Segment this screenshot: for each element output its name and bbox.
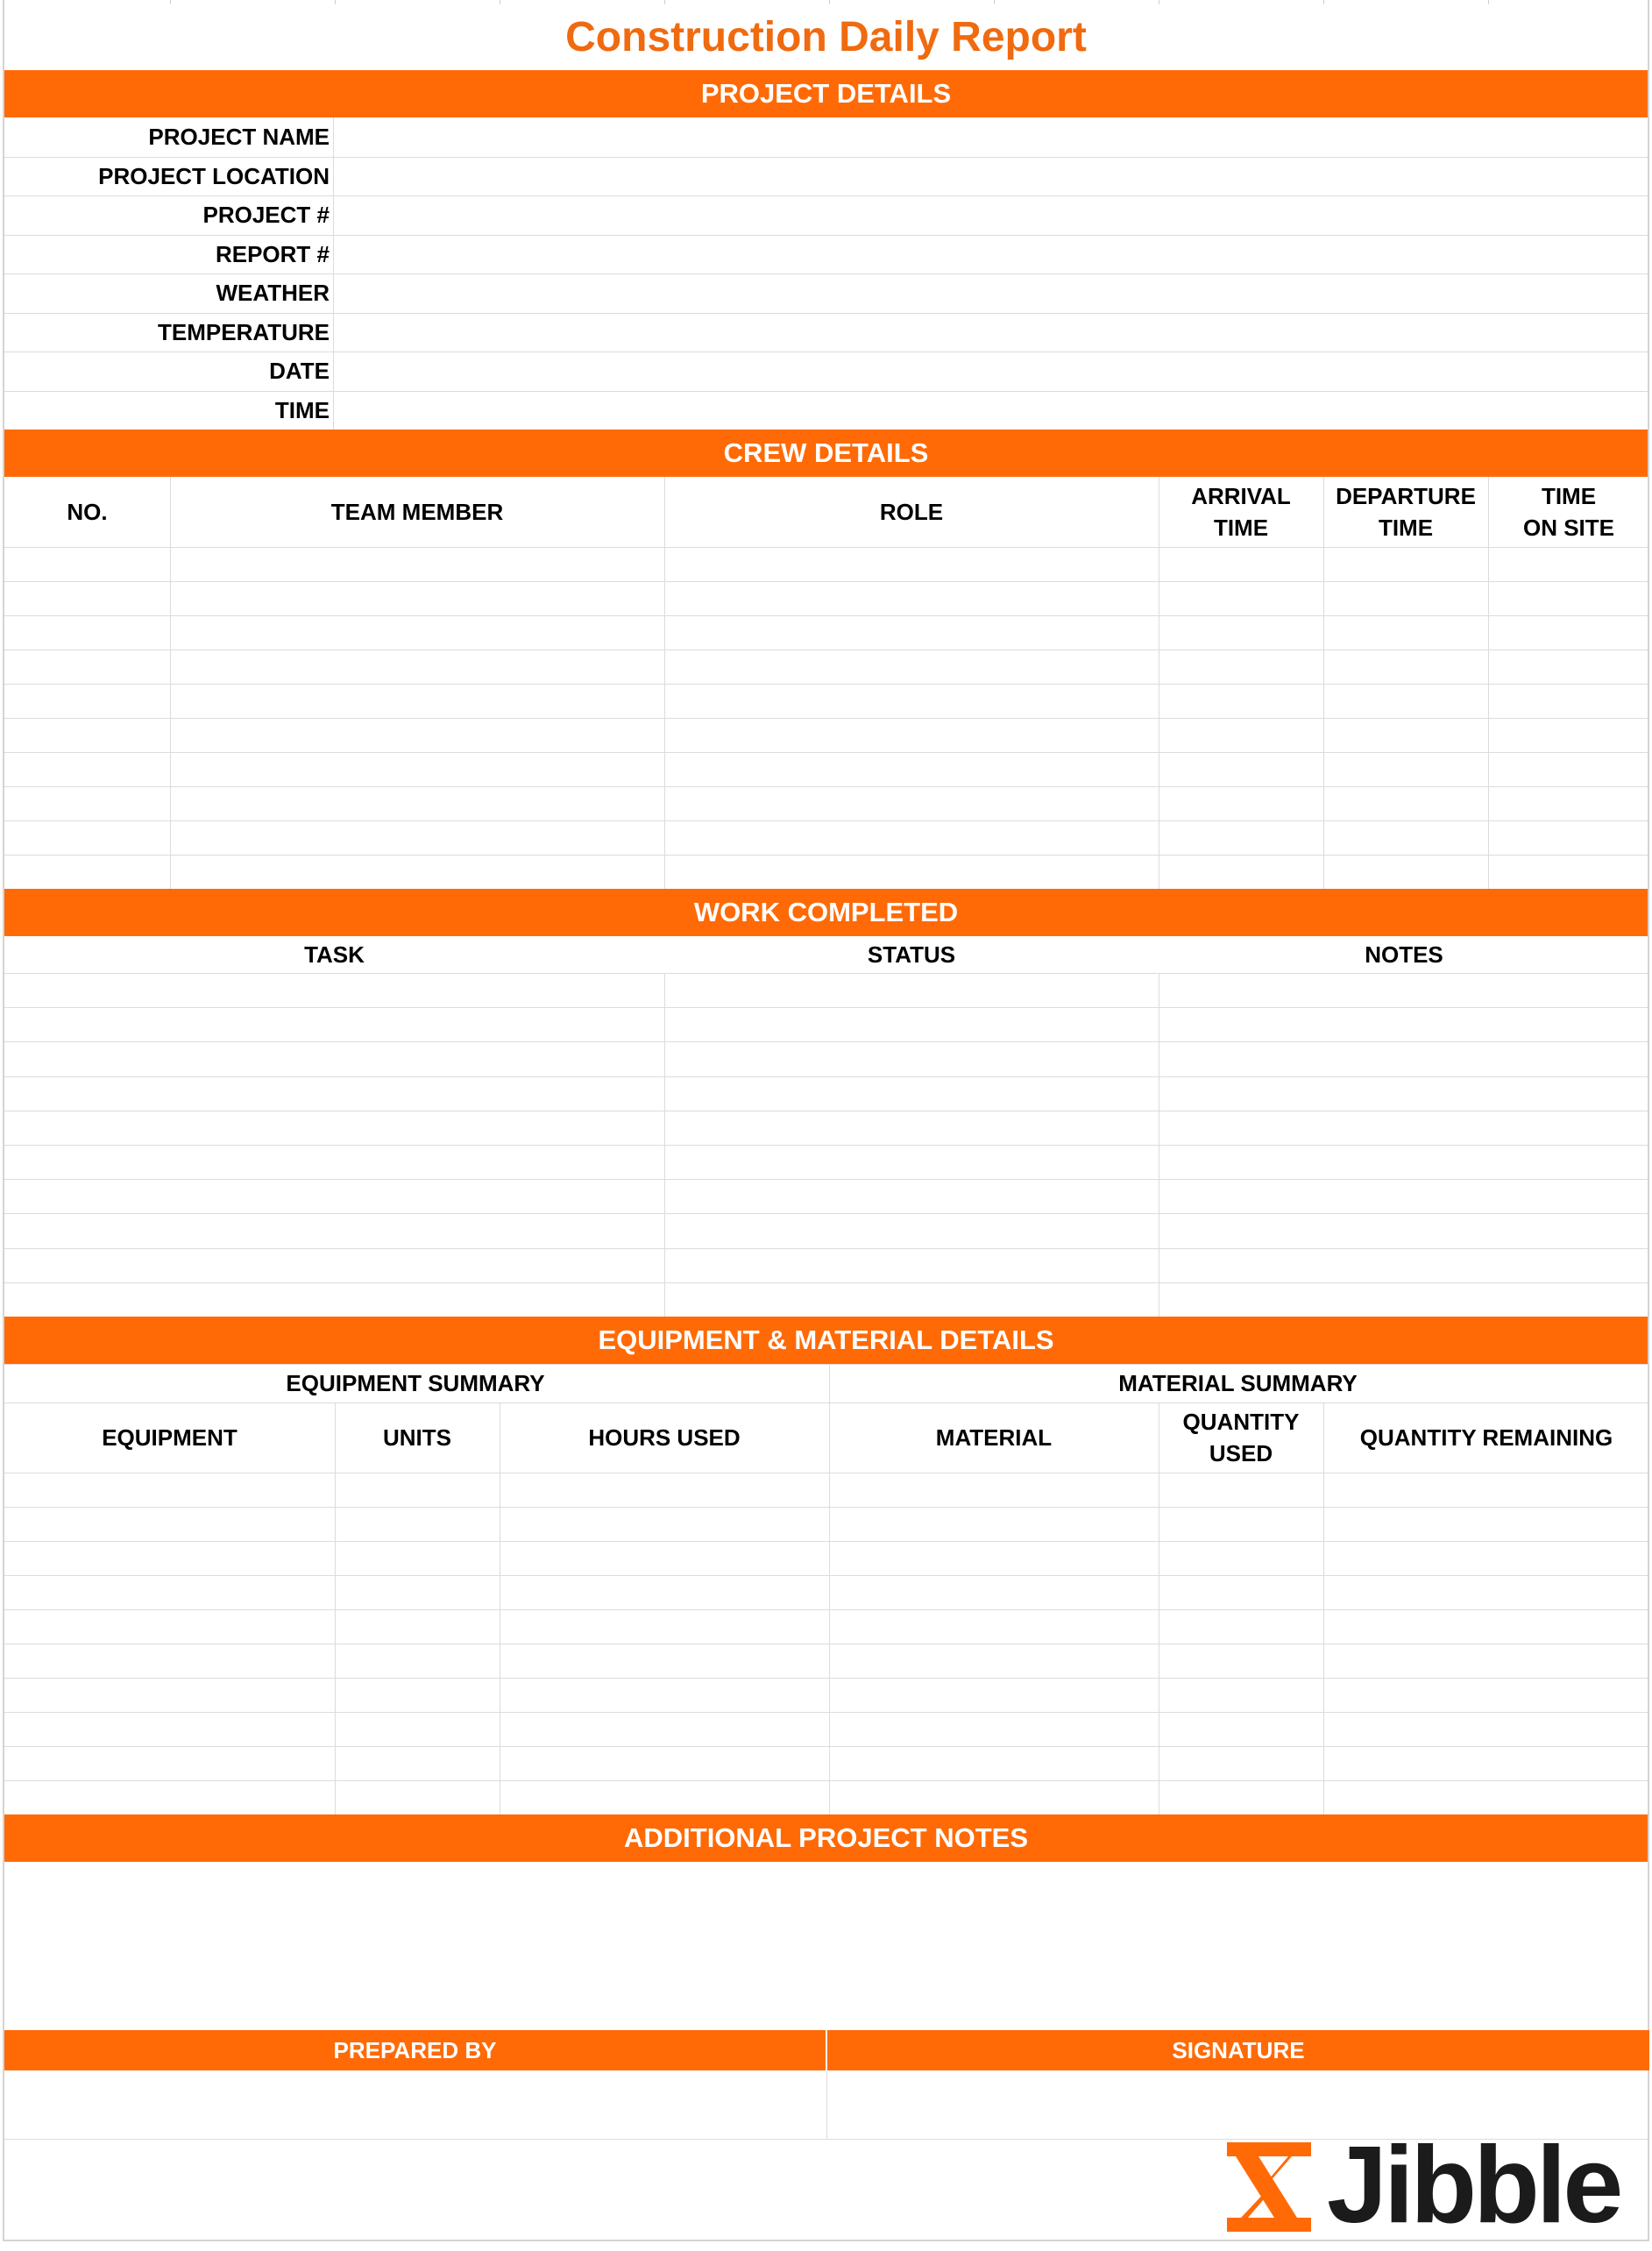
- crew-row[interactable]: [4, 581, 1648, 615]
- work-row[interactable]: [4, 1007, 1648, 1041]
- equipment-row[interactable]: [4, 1678, 1648, 1712]
- field-label: PROJECT LOCATION: [98, 162, 330, 189]
- equipment-column-header: MATERIAL: [935, 1424, 1053, 1451]
- logo-wordmark: Jibble: [1327, 2125, 1620, 2246]
- equipment-row[interactable]: [4, 1575, 1648, 1609]
- crew-column-header: NO.: [67, 499, 108, 525]
- crew-row[interactable]: [4, 855, 1648, 889]
- work-row[interactable]: [4, 1213, 1648, 1247]
- crew-row[interactable]: [4, 615, 1648, 650]
- equipment-column-header: HOURS USED: [588, 1424, 741, 1451]
- field-value[interactable]: [334, 351, 1648, 391]
- crew-column-header: DEPARTURE TIME: [1336, 483, 1476, 541]
- work-column-header: STATUS: [867, 941, 956, 968]
- work-completed-header: WORK COMPLETED: [4, 889, 1648, 936]
- work-row[interactable]: [4, 973, 1648, 1007]
- crew-column-header: ROLE: [879, 499, 944, 525]
- additional-notes-field[interactable]: [4, 1862, 1648, 2030]
- equipment-row[interactable]: [4, 1541, 1648, 1575]
- crew-column-header: ARRIVAL TIME: [1191, 483, 1291, 541]
- equipment-row[interactable]: [4, 1780, 1648, 1814]
- project-details-header: PROJECT DETAILS: [4, 70, 1648, 117]
- crew-column-header: TIME ON SITE: [1522, 483, 1614, 541]
- equipment-column-header: EQUIPMENT: [102, 1424, 238, 1451]
- report-title: Construction Daily Report: [565, 14, 1087, 60]
- prepared-by-header: PREPARED BY: [4, 2030, 826, 2070]
- equipment-column-header: QUANTITY REMAINING: [1359, 1424, 1613, 1451]
- field-value[interactable]: [334, 273, 1648, 313]
- equipment-material-header: EQUIPMENT & MATERIAL DETAILS: [4, 1317, 1648, 1364]
- crew-column-header: TEAM MEMBER: [330, 499, 504, 525]
- field-value[interactable]: [334, 117, 1648, 157]
- field-label: TIME: [274, 396, 330, 423]
- equipment-row[interactable]: [4, 1644, 1648, 1678]
- work-column-header: NOTES: [1365, 941, 1443, 968]
- field-value[interactable]: [334, 391, 1648, 430]
- crew-row[interactable]: [4, 650, 1648, 684]
- work-row[interactable]: [4, 1041, 1648, 1076]
- equipment-row[interactable]: [4, 1712, 1648, 1746]
- equipment-row[interactable]: [4, 1746, 1648, 1780]
- equipment-column-header: UNITS: [383, 1424, 451, 1451]
- work-row[interactable]: [4, 1111, 1648, 1145]
- work-row[interactable]: [4, 1282, 1648, 1317]
- prepared-by-field[interactable]: [4, 2070, 826, 2139]
- work-row[interactable]: [4, 1179, 1648, 1213]
- field-label: WEATHER: [216, 280, 330, 306]
- field-value[interactable]: [334, 157, 1648, 196]
- crew-row[interactable]: [4, 786, 1648, 820]
- crew-row[interactable]: [4, 547, 1648, 581]
- additional-notes-header: ADDITIONAL PROJECT NOTES: [4, 1814, 1648, 1862]
- equipment-column-header: QUANTITY USED: [1182, 1409, 1300, 1466]
- field-label: PROJECT #: [202, 202, 330, 228]
- field-label: TEMPERATURE: [158, 318, 330, 345]
- equipment-row[interactable]: [4, 1609, 1648, 1644]
- work-row[interactable]: [4, 1248, 1648, 1282]
- field-label: DATE: [269, 358, 330, 384]
- field-value[interactable]: [334, 313, 1648, 352]
- field-value[interactable]: [334, 195, 1648, 235]
- report-sheet: [3, 0, 1649, 2241]
- crew-row[interactable]: [4, 820, 1648, 855]
- equipment-row[interactable]: [4, 1473, 1648, 1507]
- field-label: PROJECT NAME: [148, 124, 330, 150]
- crew-row[interactable]: [4, 752, 1648, 786]
- crew-details-header: CREW DETAILS: [4, 430, 1648, 477]
- column-guides: [4, 0, 1648, 4]
- work-column-header: TASK: [304, 941, 365, 968]
- signature-header: SIGNATURE: [827, 2030, 1649, 2070]
- equipment-summary-label: EQUIPMENT SUMMARY: [286, 1370, 545, 1396]
- crew-row[interactable]: [4, 684, 1648, 718]
- work-row[interactable]: [4, 1145, 1648, 1179]
- crew-row[interactable]: [4, 718, 1648, 752]
- hourglass-icon: [1223, 2139, 1315, 2235]
- material-summary-label: MATERIAL SUMMARY: [1118, 1370, 1358, 1396]
- equipment-row[interactable]: [4, 1507, 1648, 1541]
- field-value[interactable]: [334, 235, 1648, 274]
- work-row[interactable]: [4, 1076, 1648, 1111]
- field-label: REPORT #: [215, 240, 330, 267]
- jibble-logo: [1223, 2125, 1635, 2246]
